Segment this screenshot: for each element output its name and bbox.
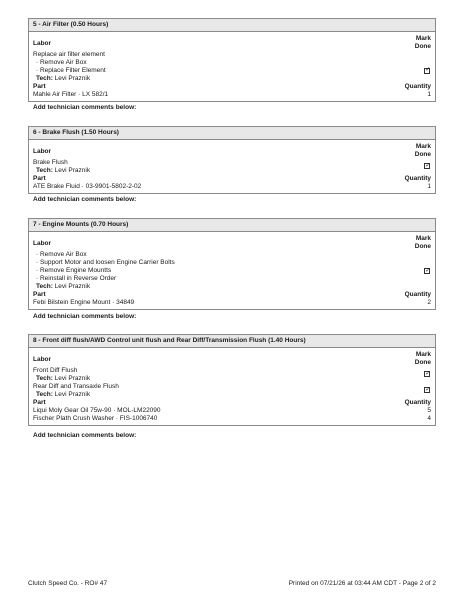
part-row (33, 91, 431, 99)
section-title: 6 - Brake Flush (1.50 Hours) (29, 127, 435, 140)
labor-header: Labor (33, 356, 52, 363)
part-row (33, 299, 431, 307)
labor-line: · Reinstall in Reverse Order (36, 275, 117, 282)
tech-label: Tech: (36, 75, 53, 82)
labor-line (33, 159, 431, 167)
tech-label: Tech: (36, 167, 53, 174)
tech-name: Levi Praznik (54, 283, 91, 290)
tech-label: Tech: (36, 283, 53, 290)
part-header: Part (33, 399, 46, 406)
labor-header-row (33, 143, 431, 159)
labor-line-text: Front Diff Flush (33, 367, 78, 374)
tech-name: Levi Praznik (54, 75, 91, 82)
done-label: Done (414, 358, 431, 366)
mark-label: Mark (415, 143, 431, 150)
tech-name: Levi Praznik (54, 375, 91, 382)
quantity-header: Quantity (404, 399, 431, 406)
mark-done-checkbox[interactable] (424, 268, 430, 274)
service-section-brake-flush (28, 126, 436, 194)
mark-done-header (415, 235, 431, 250)
section-body (29, 140, 435, 193)
part-row (33, 415, 431, 423)
part-name: Liqui Moly Gear Oil 75w-90 · MOL-LM22090 (33, 407, 161, 414)
technician-comments-label: Add technician comments below: (33, 104, 137, 111)
labor-line: · Support Motor and loosen Engine Carrier Bolts (36, 259, 175, 266)
labor-line (33, 383, 431, 391)
part-header: Part (33, 83, 46, 90)
footer-printed-info: Printed on 07/21/26 at 03:44 AM CDT - Page 2 of 2 (288, 580, 436, 587)
footer-shop-ro: Clutch Speed Co. - RO# 47 (28, 580, 108, 587)
labor-line-text: · Replace Filter Element (36, 67, 106, 74)
tech-row (33, 283, 431, 291)
done-label: Done (414, 150, 431, 158)
part-header: Part (33, 291, 46, 298)
labor-header: Labor (33, 40, 52, 47)
mark-done-header (415, 143, 431, 158)
part-name: Fischer Plath Crush Washer · FIS-1006740 (33, 415, 158, 422)
tech-label: Tech: (36, 391, 53, 398)
labor-header: Labor (33, 240, 52, 247)
labor-line (33, 67, 431, 75)
mark-label: Mark (415, 351, 431, 358)
mark-label: Mark (415, 35, 431, 42)
labor-line (33, 267, 431, 275)
done-label: Done (414, 242, 431, 250)
part-header-row (33, 83, 431, 91)
tech-row (33, 391, 431, 399)
quantity-header: Quantity (404, 83, 431, 90)
labor-header-row (33, 235, 431, 251)
mark-done-header (415, 351, 431, 366)
service-section-engine-mounts (28, 218, 436, 310)
part-header-row (33, 291, 431, 299)
part-quantity: 1 (427, 183, 431, 190)
labor-line: Replace air filter element (33, 51, 105, 58)
labor-line (33, 367, 431, 375)
section-body (29, 232, 435, 309)
technician-comments-label: Add technician comments below: (33, 196, 137, 203)
labor-line-text: · Remove Engine Mountts (36, 267, 112, 274)
section-body (29, 348, 435, 425)
labor-header-row (33, 351, 431, 367)
labor-line: · Remove Air Box (36, 251, 87, 258)
quantity-header: Quantity (404, 291, 431, 298)
section-title: 7 - Engine Mounts (0.70 Hours) (29, 219, 435, 232)
service-section-air-filter (28, 18, 436, 102)
tech-row (33, 375, 431, 383)
labor-line: · Remove Air Box (36, 59, 87, 66)
part-quantity: 2 (427, 299, 431, 306)
tech-row (33, 167, 431, 175)
service-section-diff-flush (28, 334, 436, 426)
part-name: Febi Bilstein Engine Mount · 34849 (33, 299, 135, 306)
quantity-header: Quantity (404, 175, 431, 182)
tech-name: Levi Praznik (54, 391, 91, 398)
mark-done-header (415, 35, 431, 50)
technician-comments-label: Add technician comments below: (33, 432, 137, 439)
part-row (33, 183, 431, 191)
part-header: Part (33, 175, 46, 182)
part-header-row (33, 399, 431, 407)
mark-done-checkbox[interactable] (424, 68, 430, 74)
part-header-row (33, 175, 431, 183)
mark-label: Mark (415, 235, 431, 242)
part-name: Mahle Air Filter · LX 582/1 (33, 91, 109, 98)
part-row (33, 407, 431, 415)
tech-name: Levi Praznik (54, 167, 91, 174)
part-quantity: 1 (427, 91, 431, 98)
tech-label: Tech: (36, 375, 53, 382)
technician-comments-label: Add technician comments below: (33, 313, 137, 320)
tech-row (33, 75, 431, 83)
labor-line-text: Brake Flush (33, 159, 68, 166)
done-label: Done (414, 42, 431, 50)
part-quantity: 4 (427, 415, 431, 422)
section-title: 8 - Front diff flush/AWD Control unit flush and Rear Diff/Transmission Flush (1.40 Hours) (29, 335, 435, 348)
part-quantity: 5 (427, 407, 431, 414)
section-body (29, 32, 435, 101)
section-title: 5 - Air Filter (0.50 Hours) (29, 19, 435, 32)
labor-header: Labor (33, 148, 52, 155)
labor-line-text: Rear Diff and Transaxle Flush (33, 383, 119, 390)
labor-header-row (33, 35, 431, 51)
part-name: ATE Brake Fluid · 03-9901-5802-2-02 (33, 183, 142, 190)
